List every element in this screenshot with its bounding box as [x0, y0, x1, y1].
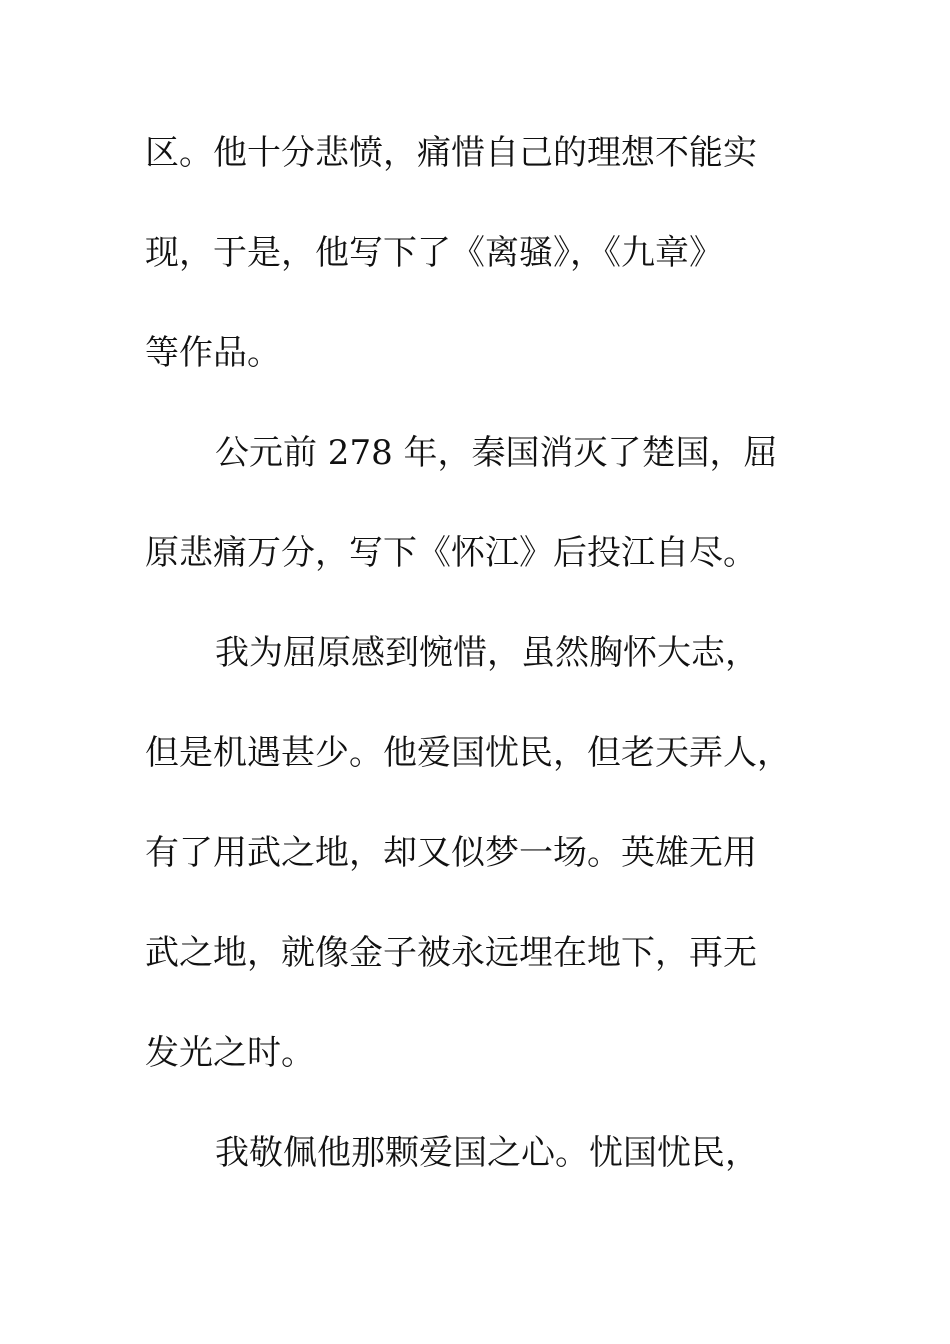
paragraph-start-line: 公元前 278 年，秦国消灭了楚国，屈	[215, 433, 778, 473]
text-line: 武之地，就像金子被永远埋在地下，再无	[145, 933, 757, 973]
text-line: 原悲痛万分，写下《怀江》后投江自尽。	[145, 533, 757, 573]
text-line: 现，于是，他写下了《离骚》，《九章》	[145, 233, 723, 273]
text-line: 发光之时。	[145, 1033, 315, 1073]
text-line: 等作品。	[145, 333, 281, 373]
paragraph-start-line: 我为屈原感到惋惜，虽然胸怀大志，	[215, 633, 759, 673]
paragraph-start-line: 我敬佩他那颗爱国之心。忧国忧民，	[215, 1133, 759, 1173]
text-line: 但是机遇甚少。他爱国忧民，但老天弄人，	[145, 733, 791, 773]
text-line: 有了用武之地，却又似梦一场。英雄无用	[145, 833, 757, 873]
text-line: 区。他十分悲愤，痛惜自己的理想不能实	[145, 133, 757, 173]
